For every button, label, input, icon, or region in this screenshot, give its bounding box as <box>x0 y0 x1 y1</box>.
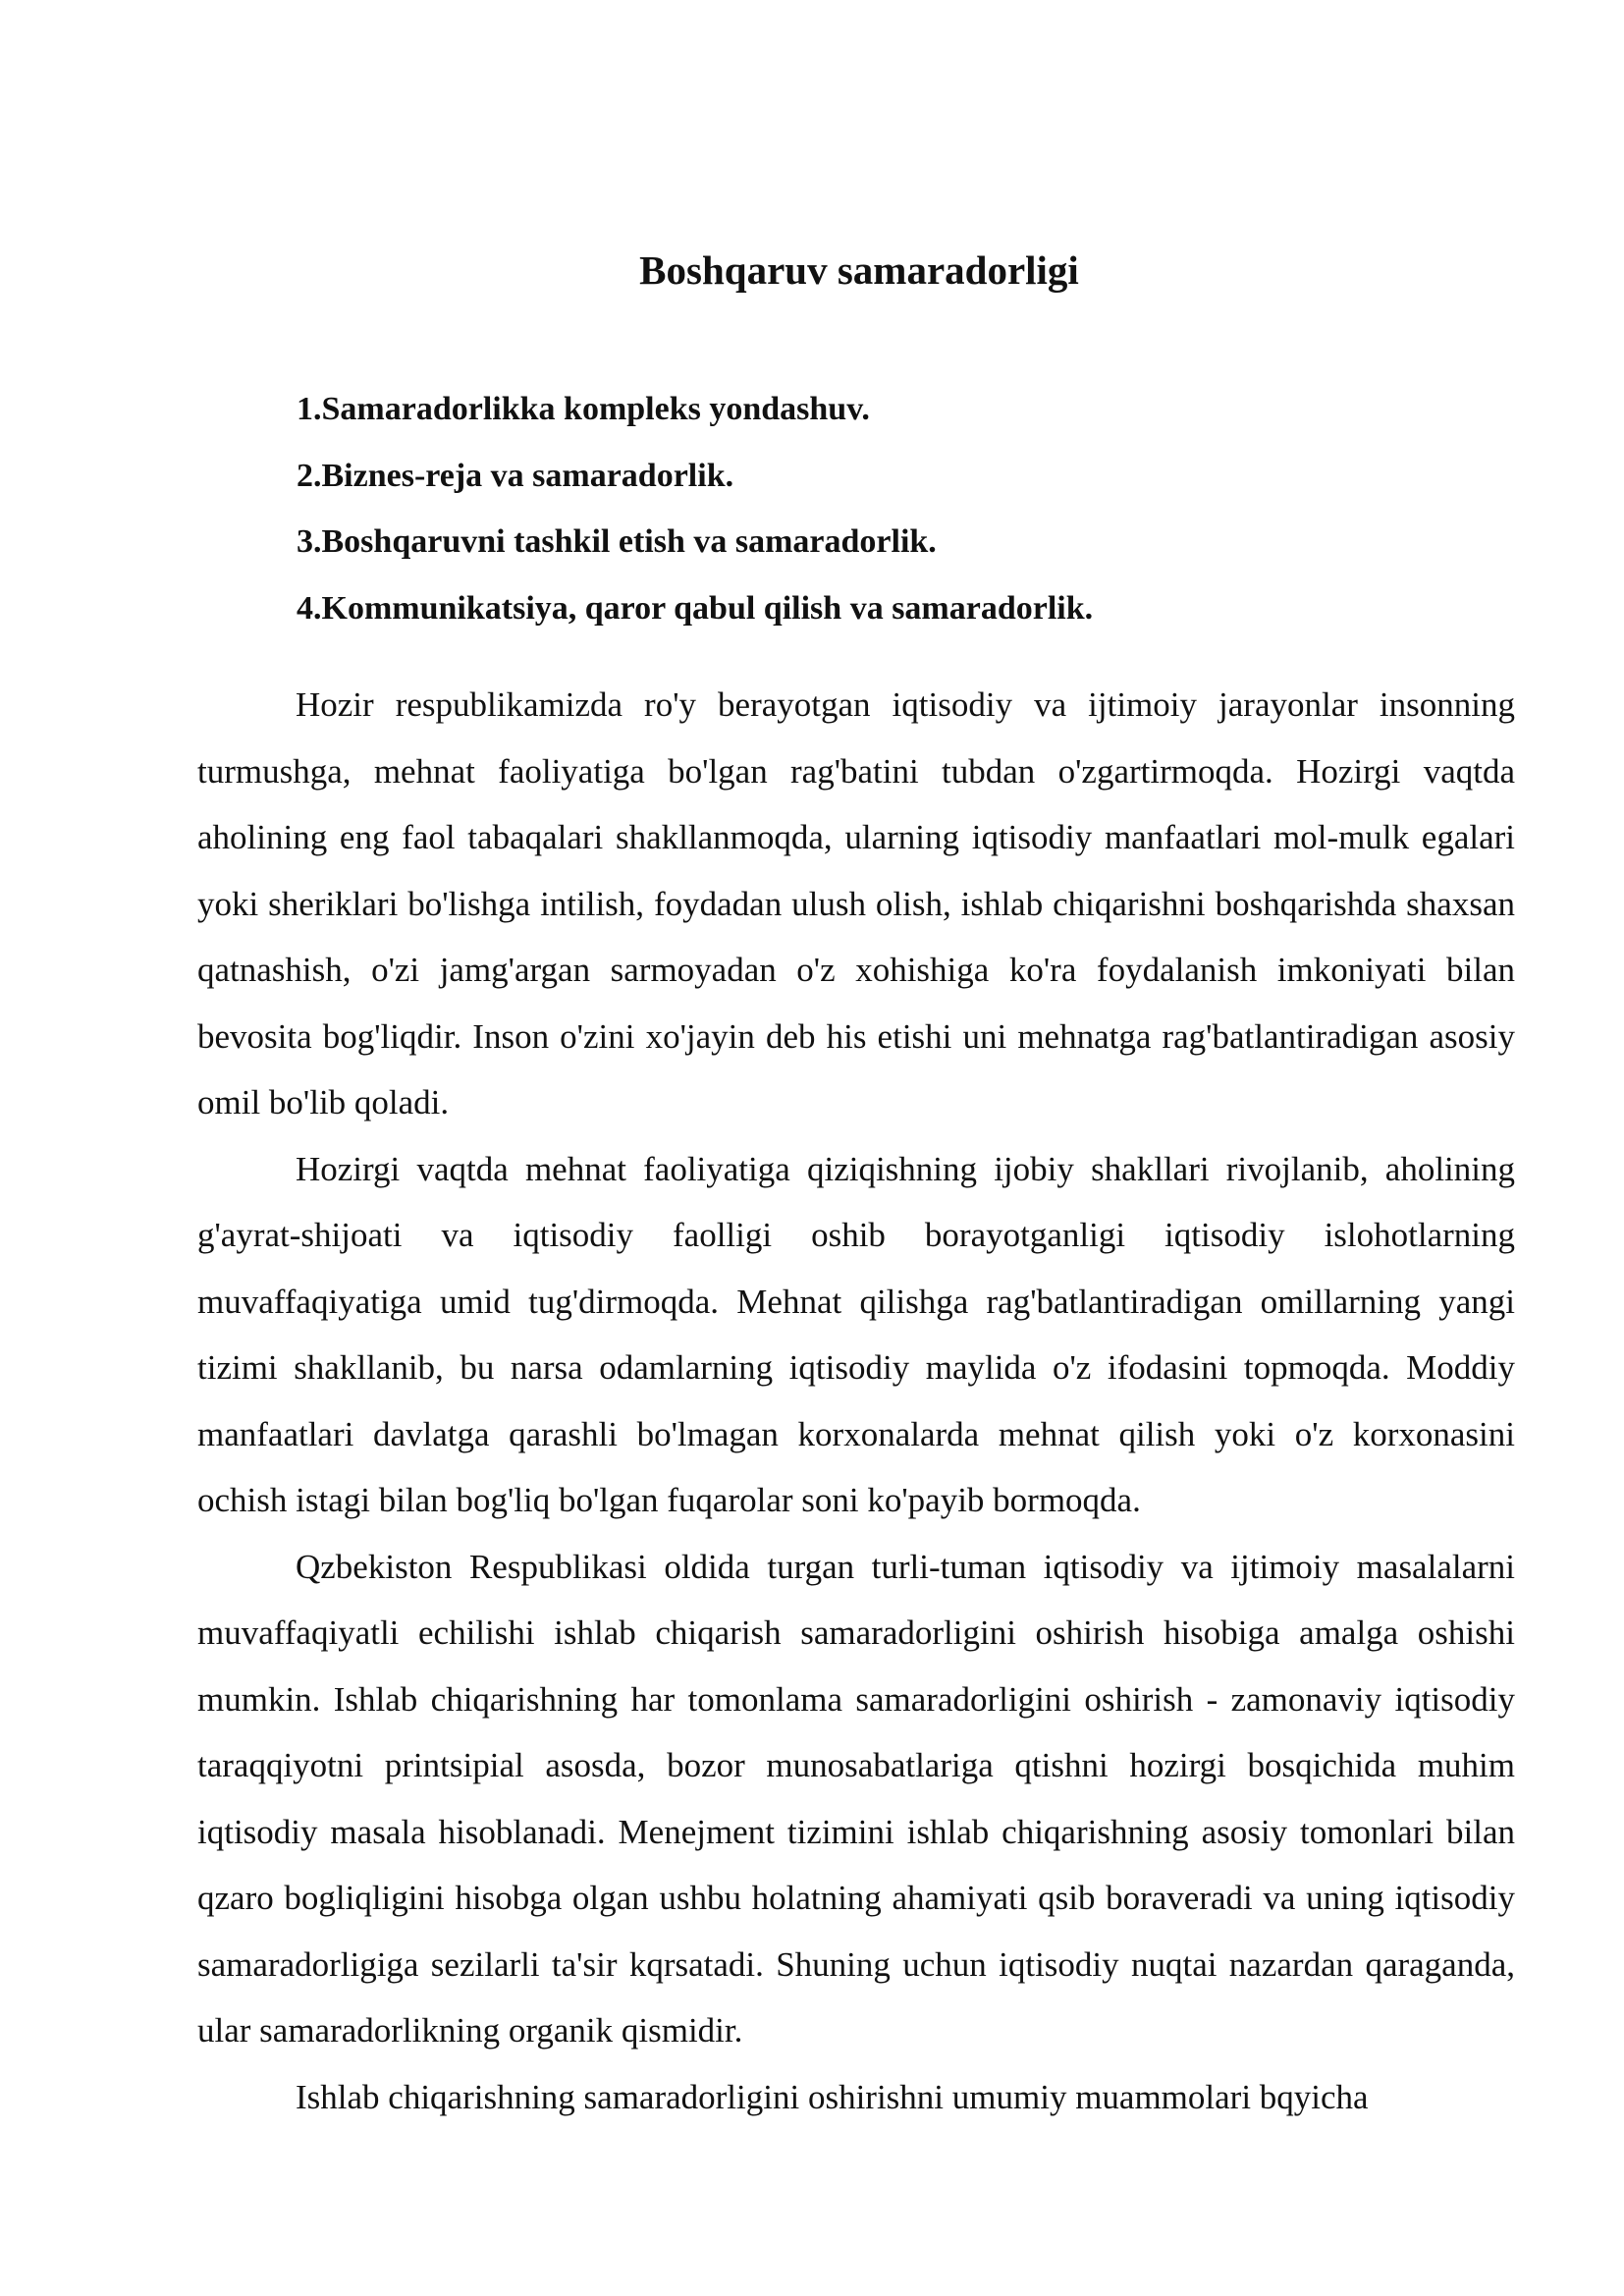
body-paragraph: Hozir respublikamizda ro'y berayotgan iqtisodiy va ijtimoiy jarayonlar insonning turmushga, mehnat faoliyatiga bo'lgan rag'batini tubdan o'zgartirmoqda. Hozirgi vaqtda aholining eng faol tabaqalari shakllanmoqda, ularning iqtisodiy manfaatlari mol-mulk egalari yoki sheriklari bo'lishga intilish, foydadan ulush olish, ishlab chiqarishni boshqarishda shaxsan qatnashish, o'zi jamg'argan sarmoyadan o'z xohishiga ko'ra foydalanish imkoniyati bilan bevosita bog'liqdir. Inson o'zini xo'jayin deb his etishi uni mehnatga rag'batlantiradigan asosiy omil bo'lib qoladi. <box>197 685 1515 1121</box>
body-paragraph: Ishlab chiqarishning samaradorligini oshirishni umumiy muammolari bqyicha <box>296 2077 1369 2116</box>
topic-item: 1.Samaradorlikka kompleks yondashuv. <box>297 391 870 427</box>
document-title: Boshqaruv samaradorligi <box>639 247 1079 293</box>
body-paragraph: Qzbekiston Respublikasi oldida turgan turli-tuman iqtisodiy va ijtimoiy masalalarni muvaffaqiyatli echilishi ishlab chiqarish samaradorligini oshirish hisobiga amalga oshishi mumkin. Ishlab chiqarishning har tomonlama samaradorligini oshirish - zamonaviy iqtisodiy taraqqiyotni printsipial asosda, bozor munosabatlariga qtishni hozirgi bosqichida muhim iqtisodiy masala hisoblanadi. Menejment tizimini ishlab chiqarishning asosiy tomonlari bilan qzaro bogliqligini hisobga olgan ushbu holatning ahamiyati qsib boraveradi va uning iqtisodiy samaradorligiga sezilarli ta'sir kqrsatadi. Shuning uchun iqtisodiy nuqtai nazardan qaraganda, ular samaradorlikning organik qismidir. <box>197 1547 1515 2050</box>
document-body <box>197 672 1515 2130</box>
topic-item: 4.Kommunikatsiya, qaror qabul qilish va samaradorlik. <box>297 589 1094 627</box>
topic-list <box>297 376 1093 641</box>
topic-item: 2.Biznes-reja va samaradorlik. <box>297 457 734 494</box>
topic-item: 3.Boshqaruvni tashkil etish va samaradorlik. <box>297 523 937 560</box>
body-paragraph: Hozirgi vaqtda mehnat faoliyatiga qiziqishning ijobiy shakllari rivojlanib, aholining g'ayrat-shijoati va iqtisodiy faolligi oshib borayotganligi iqtisodiy islohotlarning muvaffaqiyatiga umid tug'dirmoqda. Mehnat qilishga rag'batlantiradigan omillarning yangi tizimi shakllanib, bu narsa odamlarning iqtisodiy maylida o'z ifodasini topmoqda. Moddiy manfaatlari davlatga qarashli bo'lmagan korxonalarda mehnat qilish yoki o'z korxonasini ochish istagi bilan bog'liq bo'lgan fuqarolar soni ko'payib bormoqda. <box>197 1149 1515 1519</box>
